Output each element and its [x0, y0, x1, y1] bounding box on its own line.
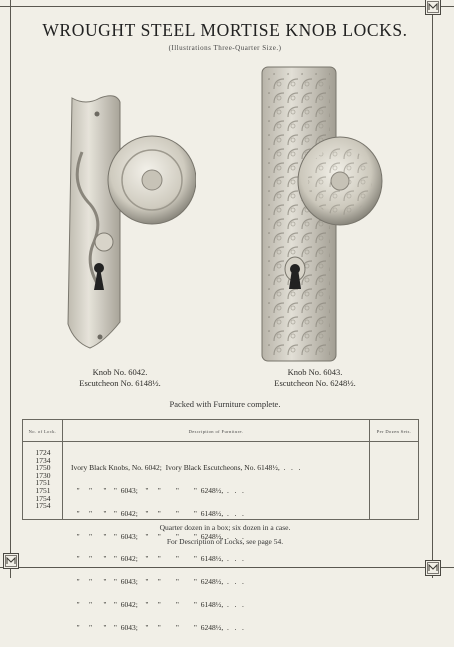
monogram-icon: [425, 560, 441, 576]
table-row-number: 1734: [35, 456, 51, 465]
lock-number-column: [27, 449, 59, 510]
page-title: WROUGHT STEEL MORTISE KNOB LOCKS.: [42, 20, 408, 40]
table-row-number: 1754: [35, 494, 51, 503]
knob-6042-illustration: [64, 92, 196, 350]
header-description: Description of Furniture.: [188, 429, 244, 434]
table-row-description: " " " " 6043; " " " " 6248½, . . .: [71, 532, 244, 541]
escutcheon-number-label: Escutcheon No. 6248½.: [274, 378, 356, 388]
monogram-icon: [3, 553, 19, 569]
monogram-icon: [425, 0, 441, 15]
frame-rule-left: [10, 0, 11, 578]
knob-number-label: Knob No. 6042.: [92, 367, 148, 377]
table-row-number: 1754: [35, 502, 51, 510]
page-subtitle: (Illustrations Three-Quarter Size.): [168, 44, 282, 52]
table-row-number: 1751: [35, 479, 51, 487]
table-row-number: 1724: [35, 449, 51, 457]
table-column-rule: [369, 420, 370, 519]
table-row-description: " " " " 6043; " " " " 6248½, . . .: [71, 486, 244, 495]
table-row-description: " " " " 6043; " " " " 6248½, . . .: [71, 578, 244, 586]
packed-note: Packed with Furniture complete.: [169, 399, 281, 409]
table-column-rule: [62, 420, 63, 519]
header-price: Per Dozen Sets.: [376, 429, 412, 434]
frame-rule-right: [432, 0, 433, 578]
table-row-description: Ivory Black Knobs, No. 6042; Ivory Black Escutcheons, No. 6148½, . . .: [71, 464, 301, 472]
table-row-description: " " " " 6042; " " " " 6148½, . . .: [71, 555, 244, 563]
frame-rule-top: [0, 6, 454, 7]
table-row-description: " " " " 6042; " " " " 6148½, . . .: [71, 600, 244, 609]
escutcheon-number-label: Escutcheon No. 6148½.: [79, 378, 161, 388]
table-header-rule: [23, 441, 418, 442]
header-lock-number: No. of Lock.: [28, 429, 57, 434]
plate-caption-6042: [55, 367, 185, 389]
table-row-number: 1750: [35, 464, 51, 472]
packing-note: Quarter dozen in a box; six dozen in a case.: [159, 523, 291, 532]
table-row-description: " " " " 6042; " " " " 6148½, . . .: [71, 509, 244, 518]
plate-caption-6043: [245, 367, 385, 389]
page-reference-note: For Description of Locks, see page 54.: [166, 537, 284, 546]
knob-number-label: Knob No. 6043.: [287, 367, 343, 377]
table-row-number: 1730: [35, 471, 51, 480]
table-row-description: " " " " 6043; " " " " 6248½, . . .: [71, 623, 244, 632]
description-column: [71, 449, 367, 646]
table-row-number: 1751: [35, 486, 51, 495]
knob-6043-illustration: [258, 63, 384, 363]
